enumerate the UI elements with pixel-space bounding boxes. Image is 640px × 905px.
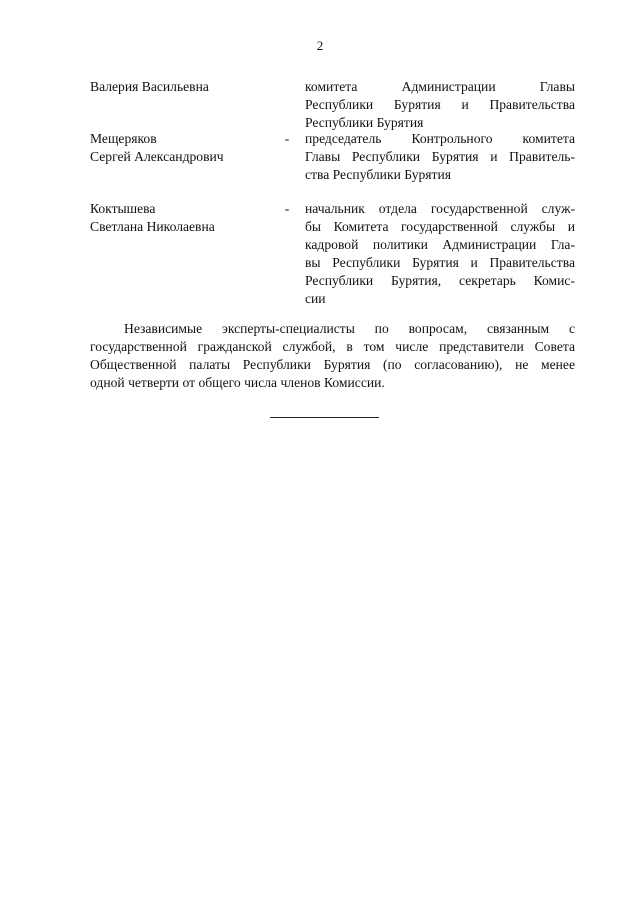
commission-member [90, 130, 575, 186]
paragraph-line: одной четверти от общего числа членов Комиссии. [90, 375, 385, 390]
member-role [305, 78, 575, 132]
paragraph-line: Независимые эксперты-специалисты по вопросам, связанным с [124, 321, 575, 336]
member-name-line: Валерия Васильевна [90, 79, 209, 94]
member-name [90, 200, 280, 236]
member-role [305, 200, 575, 308]
member-name-line: Сергей Александрович [90, 149, 224, 164]
experts-paragraph [90, 320, 575, 392]
member-name-line: Мещеряков [90, 131, 157, 146]
member-name-line: Коктышева [90, 201, 156, 216]
member-role [305, 130, 575, 184]
member-name [90, 130, 280, 166]
paragraph-line: Общественной палаты Республики Бурятия (по согласованию), не менее [90, 357, 575, 372]
member-dash: - [284, 131, 290, 146]
commission-member [90, 78, 575, 134]
member-role-line: комитета Администрации Главы [305, 79, 575, 94]
member-role-line: сии [305, 291, 326, 306]
commission-member [90, 200, 575, 310]
end-separator-line [270, 417, 379, 418]
member-name-line: Светлана Николаевна [90, 219, 215, 234]
member-role-line: председатель Контрольного комитета [305, 131, 575, 146]
member-name [90, 78, 280, 96]
member-role-line: вы Республики Бурятия и Правительства [305, 255, 575, 270]
member-role-line: Республики Бурятия [305, 115, 424, 130]
member-role-line: ства Республики Бурятия [305, 167, 452, 182]
member-role-line: Республики Бурятия, секретарь Комис- [305, 273, 575, 288]
member-role-line: бы Комитета государственной службы и [305, 219, 575, 234]
member-role-line: Республики Бурятия и Правительства [305, 97, 575, 112]
member-role-line: кадровой политики Администрации Гла- [305, 237, 575, 252]
member-role-line: Главы Республики Бурятия и Правитель- [305, 149, 575, 164]
member-role-line: начальник отдела государственной служ- [305, 201, 575, 216]
member-dash: - [284, 201, 290, 216]
paragraph-line: государственной гражданской службой, в том числе представители Совета [90, 339, 575, 354]
page-number: 2 [316, 38, 324, 53]
